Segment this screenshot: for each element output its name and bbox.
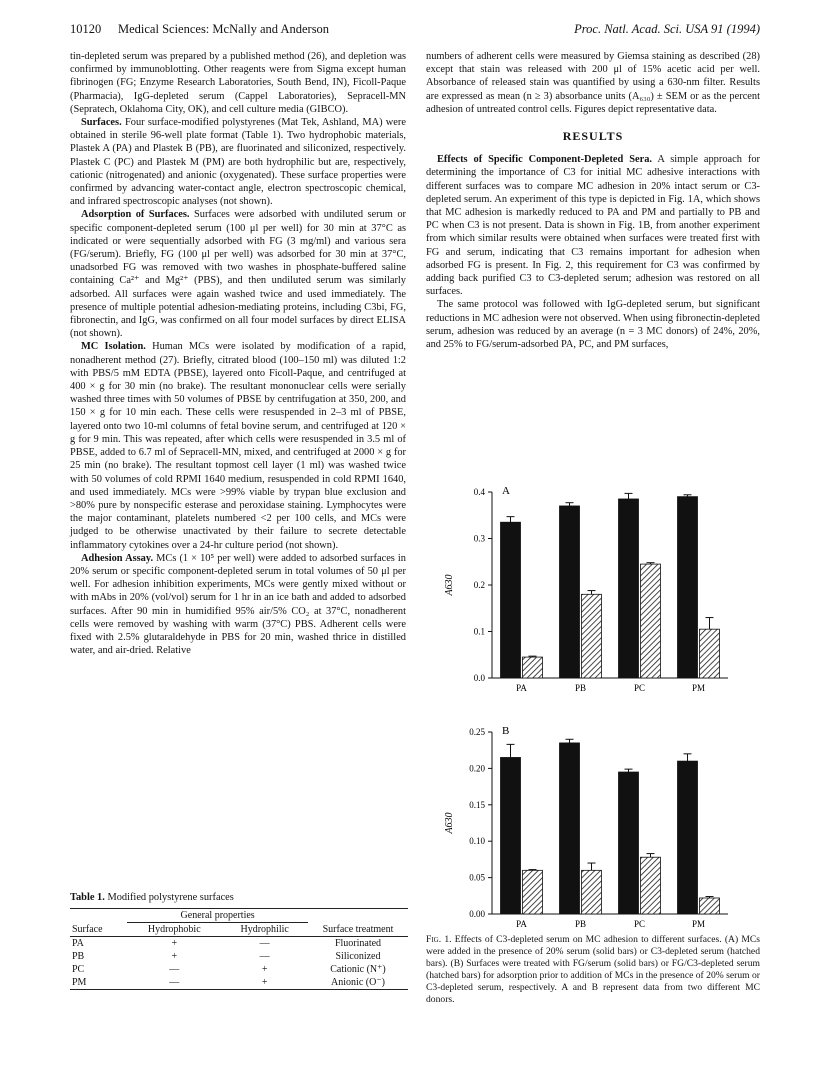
bar-solid bbox=[501, 757, 521, 914]
y-axis-label: A630 bbox=[444, 574, 455, 596]
table-cell: PB bbox=[72, 951, 85, 962]
running-title: Medical Sciences: McNally and Anderson bbox=[118, 22, 330, 36]
y-tick-label: 0.2 bbox=[473, 580, 485, 590]
y-tick-label: 0.1 bbox=[473, 626, 485, 637]
paragraph-effects bbox=[426, 153, 760, 298]
x-tick-label: PA bbox=[516, 683, 527, 693]
table-title-text: Modified polystyrene surfaces bbox=[107, 892, 234, 903]
journal-citation: Proc. Natl. Acad. Sci. USA 91 (1994) bbox=[574, 22, 760, 36]
paragraph: tin-depleted serum was prepared by a published method (26), and depletion was confirmed by immunoblotting. Other reagents were from Sigma except human fibrinogen (FG; Enzyme Research Laboratories, South Bend, IN), Ficoll-Paque (Pharmacia), IgG-depleted serum (Cappel Laboratories), Sepracell-MN (Sepratech, Oklahoma City, OK), and cell culture media (GIBCO). bbox=[70, 51, 406, 115]
x-tick-label: PC bbox=[633, 919, 646, 929]
x-tick-label: PM bbox=[691, 919, 706, 929]
table-row bbox=[70, 950, 408, 963]
y-tick-label: 0.3 bbox=[473, 533, 485, 544]
table-cell: Anionic (O⁻) bbox=[331, 977, 385, 988]
figure-caption bbox=[426, 934, 760, 1006]
y-tick-label: 0.20 bbox=[469, 763, 485, 774]
bar-solid bbox=[678, 761, 698, 914]
section-head: Adsorption of Surfaces. bbox=[81, 209, 190, 221]
table-group-header: General properties bbox=[127, 909, 308, 923]
results-heading: RESULTS bbox=[562, 129, 624, 144]
table-row bbox=[70, 937, 408, 951]
bar-hatched bbox=[700, 629, 720, 678]
bar-solid bbox=[619, 772, 639, 914]
paragraph-text: Human MCs were isolated by modification of a rapid, nonadherent method (27). Briefly, citrated blood (100–150 ml) was diluted 1:2 with PBS/5 mM EDTA (PBSE), layered onto Ficoll-Paque, and centrifuged at 400 × g for 30 min (no brake). The resultant mononuclear cells were serially washed three times with 50 volumes of PBSE by centrifugation at 350, 200, and 150 × g for 10 min each. These cells were resuspended in 2–3 ml of PBSE, layered onto two 10-ml columns of fetal bovine serum, and centrifuged at 120 × g for 9 min. This was repeated, after which cells were resuspended in 3.5 ml of PBSE, added to 6.7 ml of Sepracell-MN, mixed, and centrifuged at 2000 × g for 25 min (no brake). The resultant topmost cell layer (1 ml) was washed twice with 50 volumes of cold RPMI 1640 medium, resuspended in cold RPMI 1640, and used immediately. MCs were >99% viable by trypan blue exclusion and >80% pure by nonspecific esterase and peroxidase staining. Lymphocytes were the major contaminant, platelets numbered <2 per 100 cells, and MCs were judged to be otherwise unactivated by their failure to secrete detectable inflammatory cytokines over a 24-hr culture period (not shown). bbox=[70, 341, 406, 551]
running-header bbox=[70, 22, 760, 42]
bar-hatched bbox=[641, 564, 661, 678]
bar-hatched bbox=[523, 870, 543, 914]
table-cell: + bbox=[261, 977, 268, 988]
bar-hatched bbox=[641, 857, 661, 914]
table-cell: PC bbox=[72, 964, 85, 975]
paragraph-text: Surfaces were adsorbed with undiluted serum or specific component-depleted serum (100 μl per well) for 30 min at 37°C as indicated or were sequentially adsorbed with FG (3 mg/ml) and various sera (FG/serum). Briefly, FG (100 μl per well) was adsorbed for 30 min at 37°C, unadsorbed FG was removed with two washes in phosphate-buffered saline containing Ca²⁺ and Mg²⁺ (PBS), and then undiluted serum was similarly adsorbed. All surfaces were again washed twice and used immediately. The presence of multiple potential adhesion-mediating proteins, including C3bi, FG, fibronectin, and IgG, was confirmed on all four model surfaces by direct ELISA (not shown). bbox=[70, 209, 406, 340]
table-cell: PM bbox=[72, 977, 87, 988]
paragraph: The same protocol was followed with IgG-depleted serum, but significant reductions in MC adhesion were not observed. When using fibronectin-depleted serum, adhesion was reduced by an average (n = 3 MC donors) of 24%, 20%, and 25% to FG/serum-adsorbed PA, PC, and PM surfaces, bbox=[426, 299, 760, 351]
y-tick-label: 0.15 bbox=[469, 799, 485, 810]
right-column bbox=[426, 50, 760, 351]
panel-label: A bbox=[502, 485, 510, 497]
bar-hatched bbox=[523, 657, 543, 678]
table-row bbox=[70, 963, 408, 976]
table-cell: PA bbox=[72, 938, 84, 949]
paragraph: numbers of adherent cells were measured by Giemsa staining as described (28) except that stain was released with 200 μl of 15% acetic acid per well. Absorbance of released stain was quantified by using a 630-nm filter. Results are expressed as mean (n ≥ 3) absorbance units (A₆₃₀) ± SEM or as the percent adhesion of untreated control cells. Figures depict representative data. bbox=[426, 51, 760, 115]
x-tick-label: PM bbox=[691, 683, 706, 693]
table-title bbox=[70, 892, 234, 903]
paragraph-text: Four surface-modified polystyrenes (Mat Tek, Ashland, MA) were obtained in sterile 96-well plate format (Table 1). Two hydrophobic materials, Plastek A (PA) and Plastek B (PB), are fluorinated and siliconized, respectively. Plastek C (PC) and Plastek M (PM) are both hydrophilic but are, respectively, cationic (nitrogenated) and anionic (oxygenated). These surface properties were confirmed by advancing water-contact angle, electron spectroscopic chemical, and infrared spectroscopic analyses (not shown). bbox=[70, 117, 406, 208]
bar-solid bbox=[560, 743, 580, 914]
caption-text: Effects of C3-depleted serum on MC adhesion to different surfaces. (A) MCs were added in the presence of 20% serum (solid bars) or C3-depleted serum (hatched bars). (B) Surfaces were treated with FG/serum (solid bars) or FG/C3-depleted serum (hatched bars) for adsorption prior to addition of MCs in the presence of 20% serum or C3-depleted serum, respectively. A and B represent data from two different MC donors. bbox=[426, 934, 760, 1005]
y-axis-label: A630 bbox=[444, 812, 455, 834]
table-cell: Siliconized bbox=[335, 951, 381, 962]
section-head: Effects of Specific Component-Depleted Sera. bbox=[437, 154, 653, 166]
figure-1 bbox=[436, 480, 756, 940]
paragraph-text: A simple approach for determining the importance of C3 for initial MC adhesive interactions with different surfaces was to compare MC adhesion in 20% intact serum or C3-depleted serum. An experiment of this type is depicted in Fig. 1A, which shows that MC adhesion is markedly reduced to PA and PM and partially to PB and PC when C3 is not present. Data is shown in Fig. 1B, from another experiment from which similar results were obtained when surfaces were treated first with FG and serum, indicating that C3 remains important for adhesion when adsorbed FG is present. In Fig. 2, this requirement for C3 was confirmed by adding back purified C3 to C3-depleted serum; adhesion was restored on all surfaces. bbox=[426, 154, 760, 298]
table-header-empty bbox=[70, 909, 127, 923]
section-head: MC Isolation. bbox=[81, 341, 146, 353]
y-tick-label: 0.4 bbox=[473, 487, 485, 497]
section-head: Surfaces. bbox=[81, 117, 122, 129]
left-column bbox=[70, 50, 406, 657]
x-tick-label: PA bbox=[516, 919, 527, 929]
y-tick-label: 0.00 bbox=[469, 909, 485, 919]
table-col-header: Surface treatment bbox=[322, 923, 394, 935]
table-col-header: Surface bbox=[72, 923, 103, 935]
table-cell: — bbox=[259, 951, 270, 962]
table-cell: — bbox=[169, 964, 180, 975]
bar-hatched bbox=[582, 870, 602, 914]
panel-label: B bbox=[502, 725, 510, 737]
paragraph-adsorption bbox=[70, 208, 406, 340]
paragraph-isolation bbox=[70, 340, 406, 551]
bar-solid bbox=[501, 522, 521, 678]
paragraph-assay bbox=[70, 552, 406, 658]
caption-label: Fig. 1. bbox=[426, 934, 452, 945]
table-cell: + bbox=[171, 951, 178, 962]
y-tick-label: 0.05 bbox=[469, 872, 485, 883]
table-label: Table 1. bbox=[70, 892, 105, 903]
paragraph-text: MCs (1 × 10⁵ per well) were added to adsorbed surfaces in 20% serum or specific component-depleted serum in total volumes of 50 μl per well. For adhesion inhibition experiments, MCs were gently mixed without or with mAbs in 20% (vol/vol) serum for 1 hr in an ice bath and added to adsorbed surfaces. After 90 min in humidified 95% air/5% CO₂ at 37°C, nonadherent cells were removed by washing with warm (37°C) PBS. Adherent cells were fixed with 2.5% glutaraldehyde in PBS for 20 min, washed thrice in distilled water, and air-dried. Relative bbox=[70, 552, 406, 657]
paragraph-surfaces bbox=[70, 116, 406, 208]
modified-polystyrene-table bbox=[70, 908, 408, 990]
table-cell: Fluorinated bbox=[334, 938, 382, 949]
table-cell: + bbox=[261, 964, 268, 975]
section-head: Adhesion Assay. bbox=[81, 552, 154, 564]
table-cell: — bbox=[169, 977, 180, 988]
table-row bbox=[70, 976, 408, 990]
bar-solid bbox=[678, 497, 698, 678]
table-header-empty bbox=[308, 909, 408, 923]
table-cell: Cationic (N⁺) bbox=[330, 964, 386, 975]
table-col-header: Hydrophobic bbox=[147, 924, 201, 935]
x-tick-label: PB bbox=[574, 683, 587, 693]
bar-solid bbox=[560, 506, 580, 678]
y-tick-label: 0.25 bbox=[469, 727, 485, 737]
bar-hatched bbox=[582, 594, 602, 678]
bar-charts bbox=[436, 480, 756, 930]
page-number: 10120 bbox=[70, 22, 102, 36]
bar-solid bbox=[619, 499, 639, 678]
x-tick-label: PC bbox=[633, 683, 646, 693]
table-cell: — bbox=[259, 938, 270, 949]
table-cell: + bbox=[171, 938, 178, 949]
y-tick-label: 0.0 bbox=[473, 673, 485, 683]
table-col-header: Hydrophilic bbox=[240, 924, 289, 935]
x-tick-label: PB bbox=[574, 919, 587, 929]
bar-hatched bbox=[700, 898, 720, 914]
y-tick-label: 0.10 bbox=[469, 836, 485, 847]
